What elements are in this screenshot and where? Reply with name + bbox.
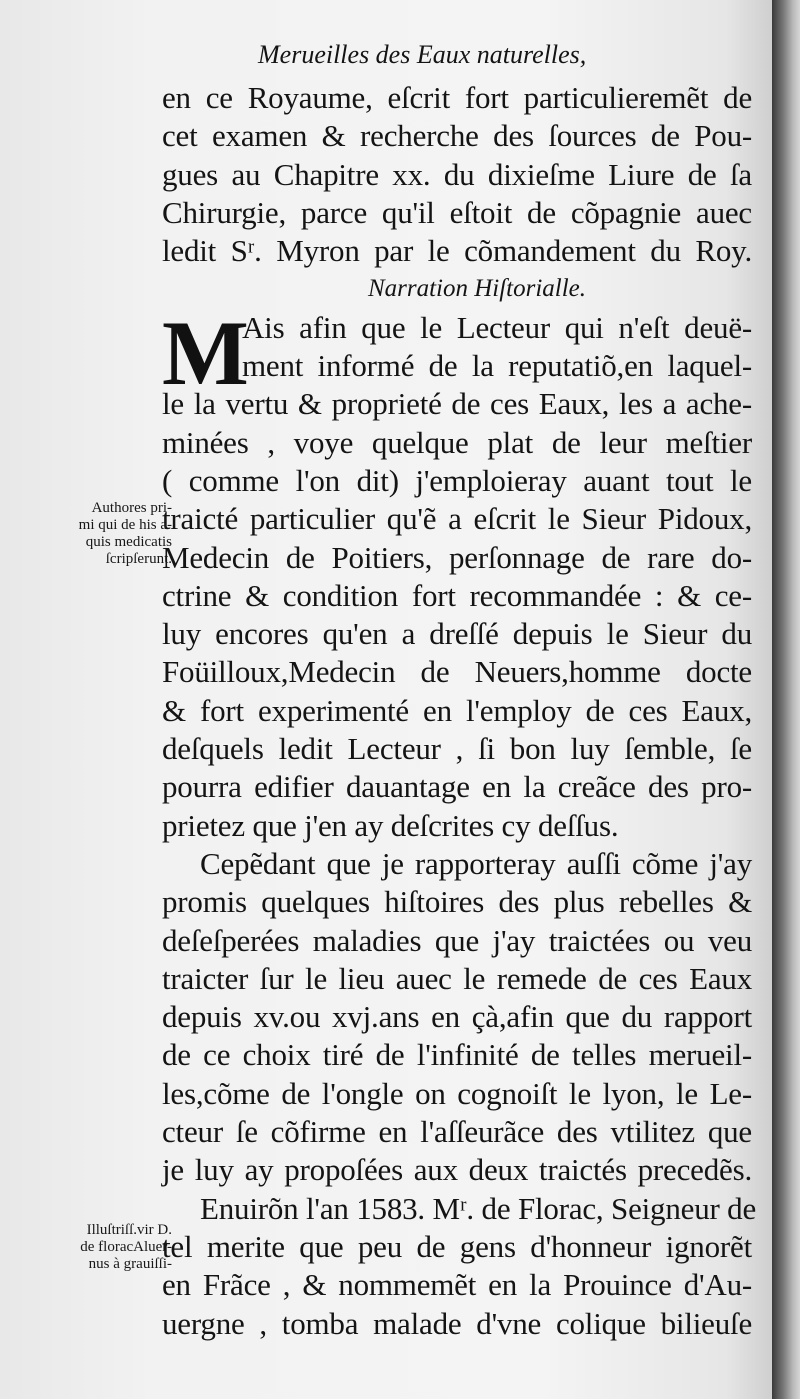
main-text — [162, 79, 757, 1343]
text-line: deſeſperées maladies que j'ay traictées ou veu — [162, 922, 752, 958]
paragraph-top — [162, 79, 752, 270]
margin-note-line: nus à grauiſſi- — [88, 1256, 172, 1272]
text-line: le la vertu & proprieté de ces Eaux, les a ache- — [162, 386, 752, 422]
text-line: & fort experimenté en l'employ de ces Eaux, — [162, 692, 752, 728]
text-line: Chirurgie, parce qu'il eſtoit de cõpagnie auec — [162, 194, 752, 230]
text-line: ctrine & condition fort recommandée : & ce- — [162, 577, 752, 613]
text-line: ( comme l'on dit) j'emploieray auant tout le — [162, 462, 752, 498]
text-line: pourra edifier dauantage en la creãce des pro- — [162, 769, 752, 805]
text-line: Cepẽdant que je rapporteray auſſi cõme j'ay — [200, 845, 752, 881]
margin-note-authors — [20, 500, 172, 568]
paragraph-2 — [162, 845, 752, 1190]
text-line: Foüilloux,Medecin de Neuers,homme docte — [162, 654, 752, 690]
text-line: Enuirõn l'an 1583. Mʳ. de Florac, Seigneur de — [200, 1190, 757, 1226]
text-line: de ce choix tiré de l'infinité de telles merueil- — [162, 1037, 752, 1073]
text-line: Medecin de Poitiers, perſonnage de rare do- — [162, 539, 752, 575]
text-line: prietez que j'en ay deſcrites cy deſſus. — [162, 807, 619, 843]
paragraph-3 — [162, 1190, 757, 1343]
text-line: ment informé de la reputatiõ,en laquel- — [242, 348, 752, 384]
text-line: promis quelques hiſtoires des plus rebelles & — [162, 884, 752, 920]
margin-note-line: Authores pri- — [91, 500, 172, 516]
text-line: traicter ſur le lieu auec le remede de ces Eaux — [162, 960, 752, 996]
margin-note-line: de floracAluer- — [80, 1239, 172, 1255]
margin-note-line: quis medicatis — [85, 534, 172, 550]
subheading: Narration Hiſtorialle. — [367, 275, 587, 303]
running-head: Merueilles des Eaux naturelles, — [258, 40, 587, 69]
text-line: en Frãce , & nommemẽt en la Prouince d'Au- — [162, 1267, 752, 1303]
book-gutter — [772, 0, 800, 1399]
margin-note-line: Illuſtriſſ.vir D. — [86, 1222, 172, 1238]
margin-note-line: ſcripſerunt. — [105, 551, 172, 567]
text-line: je luy ay propoſées aux deux traictés precedẽs. — [162, 1152, 752, 1188]
text-line: tel merite que peu de gens d'honneur ignorẽt — [162, 1228, 752, 1264]
text-line: uergne , tomba malade d'vne colique bilieuſe — [162, 1305, 752, 1341]
bleed-through-text — [20, 262, 160, 332]
text-line: les,cõme de l'ongle on cognoiſt le lyon, le Le- — [162, 1075, 752, 1111]
drop-cap: M — [162, 301, 249, 404]
text-line: ledit Sʳ. Myron par le cõmandement du Roy. — [162, 233, 752, 269]
text-line: luy encores qu'en a dreſſé depuis le Sieur du — [162, 616, 752, 652]
text-line: minées , voye quelque plat de leur meſtier — [162, 424, 752, 460]
text-line: cet examen & recherche des ſources de Pou- — [162, 118, 752, 154]
margin-note-florac — [20, 1222, 172, 1273]
text-line: en ce Royaume, eſcrit fort particulieremẽt de — [162, 80, 752, 115]
text-line: cteur ſe cõfirme en l'aſſeurãce des vtilitez que — [162, 1114, 752, 1150]
paragraph-1 — [162, 301, 752, 845]
text-line: gues au Chapitre xx. du dixieſme Liure de ſa — [162, 156, 752, 192]
text-line: depuis xv.ou xvj.ans en çà,afin que du rapport — [162, 999, 752, 1035]
text-line: deſquels ledit Lecteur , ſi bon luy ſemble, ſe — [162, 731, 752, 767]
text-line: Ais afin que le Lecteur qui n'eſt deuë- — [242, 309, 752, 345]
margin-note-line: mi qui de his a- — [78, 517, 172, 533]
text-line: traicté particulier qu'ẽ a eſcrit le Sieur Pidoux, — [162, 501, 752, 537]
